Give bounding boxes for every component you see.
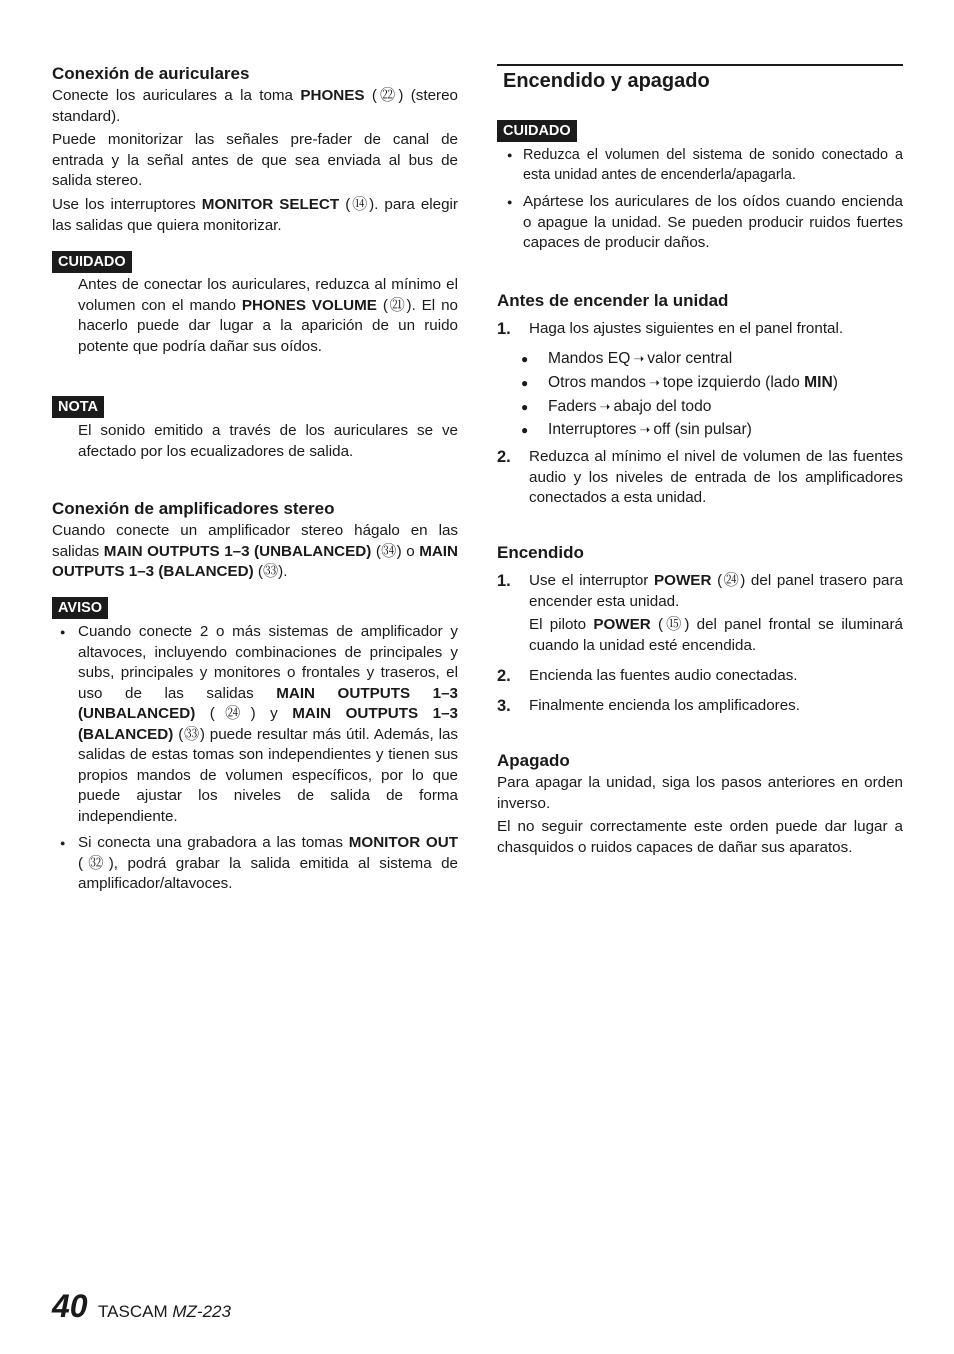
cuidado-text: Antes de conectar los auriculares, reduzca al mínimo el volumen con el mando PHONES VOLUME (㉑). El no hacerlo puede dar lugar a la aparición de un ruido potente que podría dañar sus oídos.	[78, 276, 458, 355]
auriculares-p3: Use los interruptores MONITOR SELECT (⑭). para elegir las salidas que quiera monitorizar.	[52, 196, 458, 234]
heading-auriculares: Conexión de auriculares	[52, 64, 250, 83]
auriculares-p2: Puede monitorizar las señales pre-fader de canal de entrada y la señal antes de que sea enviada al bus de salida stereo.	[52, 131, 458, 189]
step-number: 2.	[497, 667, 511, 685]
encendido-step2: Encienda las fuentes audio conectadas.	[529, 667, 798, 684]
section-rule	[497, 64, 903, 66]
section-title: Encendido y apagado	[503, 70, 710, 92]
heading-antes: Antes de encender la unidad	[497, 291, 729, 310]
nota-text: El sonido emitido a través de los auriculares se ve afectado por los ecualizadores de salida.	[78, 422, 458, 460]
antes-step1: Haga los ajustes siguientes en el panel frontal.	[529, 320, 844, 337]
bullet-icon: ●	[507, 197, 513, 207]
cuidado-label: CUIDADO	[52, 251, 132, 273]
auriculares-p1: Conecte los auriculares a la toma PHONES (㉒) (stereo standard).	[52, 87, 458, 125]
step-number: 3.	[497, 697, 511, 715]
square-bullet-icon: ●	[521, 352, 529, 366]
aviso-bullet-2: ● Si conecta una grabadora a las tomas MONITOR OUT (㉜), podrá grabar la salida emitida al sistema de amplificador/altavoces.	[60, 834, 458, 892]
brand-name: TASCAM	[98, 1302, 168, 1321]
antes-step2: Reduzca al mínimo el nivel de volumen de las fuentes audio y los niveles de entrada de los amplificadores conectados a esta unidad.	[529, 448, 903, 506]
cuidado-bullet-2: ● Apártese los auriculares de los oídos cuando encienda o apague la unidad. Se pueden producir ruidos fuertes capaces de producir daños.	[507, 193, 903, 251]
apagado-p1: Para apagar la unidad, siga los pasos anteriores en orden inverso.	[497, 774, 903, 812]
step-number: 2.	[497, 448, 511, 466]
aviso-bullet-1: ● Cuando conecte 2 o más sistemas de amplificador y altavoces, incluyendo combinaciones de principales y subs, principales y monitores o frontales y traseros, el uso de las salidas MAIN OUTPUTS 1–3 (UNBALANCED) (㉔) y MAIN OUTPUTS 1–3 (BALANCED) (㉝) puede resultar más útil. Además, las salidas de estas tomas son independientes y tienen sus propios mandos de volumen específicos, por lo que puede ajustar los niveles de salida de forma independiente.	[60, 623, 458, 825]
encendido-step3: Finalmente encienda los amplificadores.	[529, 697, 800, 714]
square-bullet-icon: ●	[521, 423, 529, 437]
bullet-icon: ●	[507, 150, 513, 160]
model-name: MZ-223	[172, 1302, 231, 1321]
heading-apagado: Apagado	[497, 751, 570, 770]
step-number: 1.	[497, 320, 511, 338]
arrow-icon: ➝	[639, 422, 651, 437]
heading-encendido: Encendido	[497, 543, 584, 562]
amplificadores-p1: Cuando conecte un amplificador stereo hágalo en las salidas MAIN OUTPUTS 1–3 (UNBALANCED) (㉞) o MAIN OUTPUTS 1–3 (BALANCED) (㉝).	[52, 522, 458, 580]
page-footer	[52, 1288, 231, 1330]
encendido-step1-note: El piloto POWER (⑮) del panel frontal se iluminará cuando la unidad esté encendida.	[529, 616, 903, 654]
bullet-icon: ●	[60, 627, 66, 637]
encendido-step1: Use el interruptor POWER (㉔) del panel trasero para encender esta unidad.	[529, 572, 903, 610]
square-bullet-icon: ●	[521, 400, 529, 414]
bullet-icon: ●	[60, 838, 66, 848]
antes-item-2: ● Otros mandos ➝ tope izquierdo (lado MIN)	[521, 374, 838, 391]
arrow-icon: ➝	[648, 375, 660, 390]
square-bullet-icon: ●	[521, 376, 529, 390]
arrow-icon: ➝	[633, 351, 645, 366]
nota-label: NOTA	[52, 396, 104, 418]
antes-item-3: ● Faders ➝ abajo del todo	[521, 398, 712, 415]
heading-amplificadores: Conexión de amplificadores stereo	[52, 499, 335, 518]
apagado-p2: El no seguir correctamente este orden puede dar lugar a chasquidos o ruidos capaces de dañar sus aparatos.	[497, 818, 903, 856]
arrow-icon: ➝	[599, 399, 611, 414]
brand-model	[98, 1302, 231, 1321]
antes-item-4: ● Interruptores ➝ off (sin pulsar)	[521, 421, 752, 438]
cuidado-label-right: CUIDADO	[497, 120, 577, 142]
page-number: 40	[52, 1288, 88, 1324]
cuidado-bullet-1: ● Reduzca el volumen del sistema de sonido conectado a esta unidad antes de encenderla/apagarla.	[507, 147, 903, 183]
aviso-label: AVISO	[52, 597, 108, 619]
step-number: 1.	[497, 572, 511, 590]
antes-item-1: ● Mandos EQ ➝ valor central	[521, 350, 733, 367]
